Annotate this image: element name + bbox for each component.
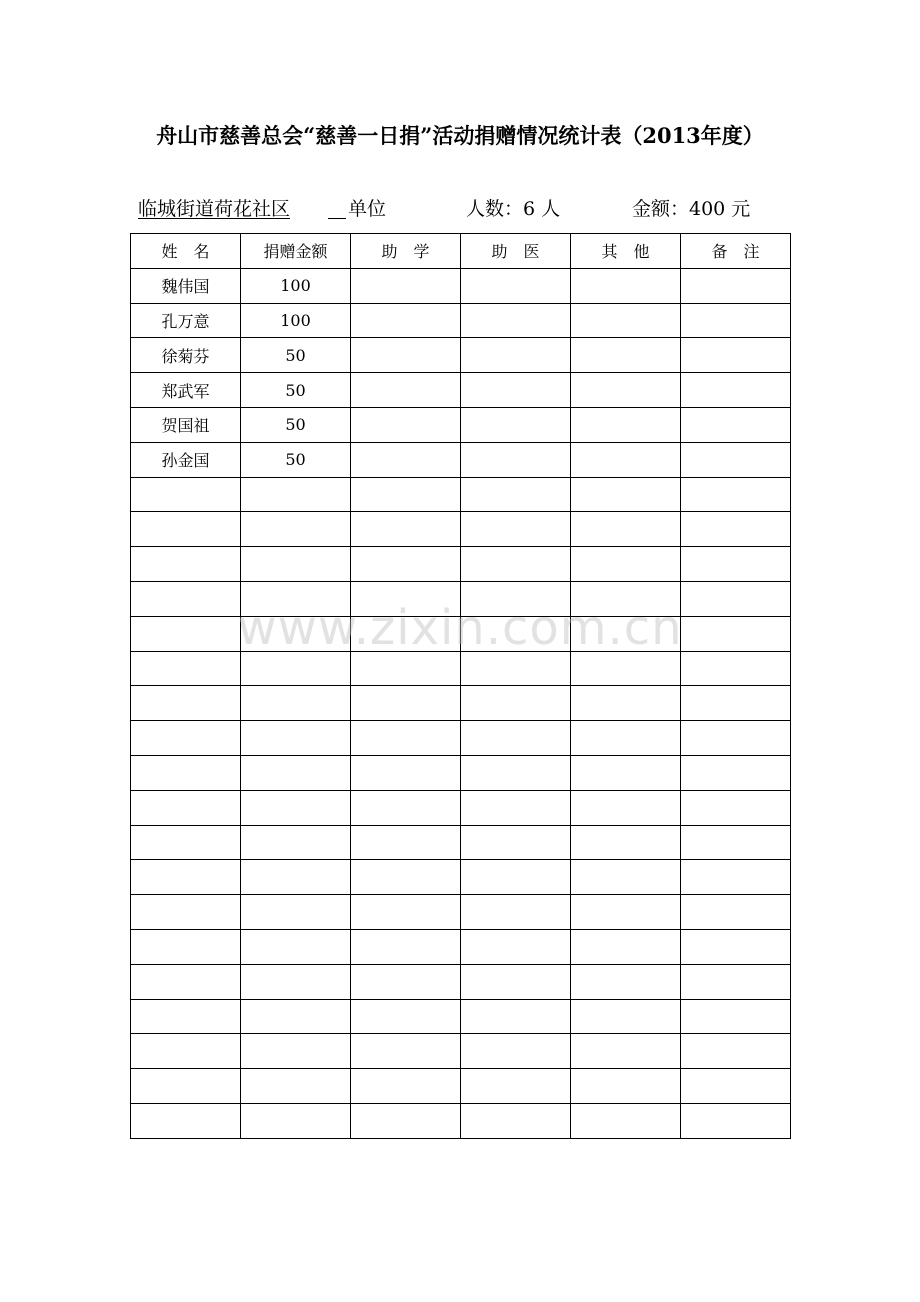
cell-medical [461, 1103, 571, 1138]
table-row-empty [131, 547, 791, 582]
cell-amount: 50 [241, 373, 351, 408]
cell-name [131, 1103, 241, 1138]
cell-amount [241, 895, 351, 930]
cell-education [351, 547, 461, 582]
cell-other [571, 373, 681, 408]
cell-education [351, 755, 461, 790]
table-row-empty [131, 895, 791, 930]
header-other: 其 他 [571, 234, 681, 269]
cell-medical [461, 964, 571, 999]
cell-education [351, 651, 461, 686]
cell-amount [241, 512, 351, 547]
cell-name [131, 929, 241, 964]
cell-education [351, 929, 461, 964]
cell-medical [461, 512, 571, 547]
cell-remarks [681, 686, 791, 721]
cell-other [571, 616, 681, 651]
cell-remarks [681, 755, 791, 790]
cell-medical [461, 303, 571, 338]
cell-amount: 50 [241, 338, 351, 373]
cell-name [131, 964, 241, 999]
cell-amount [241, 616, 351, 651]
cell-medical [461, 929, 571, 964]
cell-name [131, 825, 241, 860]
header-amount: 捐赠金额 [241, 234, 351, 269]
cell-amount [241, 721, 351, 756]
cell-education [351, 338, 461, 373]
cell-name [131, 1069, 241, 1104]
table-row-empty [131, 964, 791, 999]
cell-amount: 50 [241, 442, 351, 477]
cell-amount: 100 [241, 303, 351, 338]
cell-name: 孙金国 [131, 442, 241, 477]
cell-amount: 50 [241, 407, 351, 442]
header-medical: 助 医 [461, 234, 571, 269]
cell-medical [461, 825, 571, 860]
cell-remarks [681, 651, 791, 686]
table-row-empty [131, 1034, 791, 1069]
cell-amount [241, 477, 351, 512]
table-row-empty [131, 929, 791, 964]
cell-other [571, 999, 681, 1034]
header-education: 助 学 [351, 234, 461, 269]
donation-table [130, 233, 791, 1139]
cell-medical [461, 790, 571, 825]
cell-name [131, 721, 241, 756]
cell-education [351, 616, 461, 651]
cell-education [351, 268, 461, 303]
cell-education [351, 790, 461, 825]
cell-medical [461, 373, 571, 408]
cell-name [131, 477, 241, 512]
cell-other [571, 929, 681, 964]
header-name: 姓 名 [131, 234, 241, 269]
cell-remarks [681, 547, 791, 582]
table-row-empty [131, 477, 791, 512]
cell-education [351, 964, 461, 999]
cell-education [351, 512, 461, 547]
cell-other [571, 581, 681, 616]
cell-remarks [681, 964, 791, 999]
cell-other [571, 686, 681, 721]
cell-other [571, 964, 681, 999]
cell-name [131, 895, 241, 930]
cell-remarks [681, 581, 791, 616]
cell-amount [241, 547, 351, 582]
cell-name: 魏伟国 [131, 268, 241, 303]
cell-name [131, 999, 241, 1034]
cell-other [571, 860, 681, 895]
document-title: 舟山市慈善总会“慈善一日捐”活动捐赠情况统计表（2013年度） [156, 123, 764, 148]
cell-remarks [681, 721, 791, 756]
cell-name [131, 790, 241, 825]
cell-amount [241, 964, 351, 999]
cell-other [571, 721, 681, 756]
cell-education [351, 442, 461, 477]
cell-amount [241, 1069, 351, 1104]
cell-other [571, 1103, 681, 1138]
cell-other [571, 512, 681, 547]
cell-remarks [681, 825, 791, 860]
cell-amount [241, 929, 351, 964]
cell-remarks [681, 407, 791, 442]
cell-education [351, 1103, 461, 1138]
cell-name [131, 616, 241, 651]
cell-other [571, 338, 681, 373]
table-row-empty [131, 860, 791, 895]
cell-medical [461, 1034, 571, 1069]
cell-amount [241, 825, 351, 860]
cell-education [351, 407, 461, 442]
cell-remarks [681, 1034, 791, 1069]
cell-education [351, 895, 461, 930]
cell-name [131, 860, 241, 895]
table-row-empty [131, 1069, 791, 1104]
table-row-empty [131, 721, 791, 756]
table-row-empty [131, 825, 791, 860]
people-count: 人数：6 人 [466, 198, 561, 220]
table-row [131, 373, 791, 408]
cell-other [571, 268, 681, 303]
unit-name: 临城街道荷花社区 [138, 198, 291, 220]
cell-medical [461, 1069, 571, 1104]
cell-medical [461, 721, 571, 756]
cell-medical [461, 651, 571, 686]
cell-amount [241, 790, 351, 825]
table-row-empty [131, 686, 791, 721]
cell-other [571, 825, 681, 860]
cell-medical [461, 755, 571, 790]
cell-amount [241, 860, 351, 895]
cell-education [351, 860, 461, 895]
cell-amount [241, 999, 351, 1034]
cell-other [571, 1034, 681, 1069]
cell-remarks [681, 616, 791, 651]
cell-amount [241, 1103, 351, 1138]
table-row [131, 407, 791, 442]
cell-remarks [681, 1069, 791, 1104]
table-row-empty [131, 1103, 791, 1138]
cell-education [351, 373, 461, 408]
cell-amount [241, 755, 351, 790]
cell-other [571, 790, 681, 825]
cell-amount [241, 686, 351, 721]
cell-other [571, 407, 681, 442]
table-row [131, 268, 791, 303]
cell-name: 徐菊芬 [131, 338, 241, 373]
cell-remarks [681, 512, 791, 547]
cell-education [351, 721, 461, 756]
header-remarks: 备 注 [681, 234, 791, 269]
cell-medical [461, 999, 571, 1034]
cell-medical [461, 860, 571, 895]
cell-name [131, 547, 241, 582]
table-row-empty [131, 790, 791, 825]
cell-remarks [681, 442, 791, 477]
table-row-empty [131, 512, 791, 547]
table-row-empty [131, 999, 791, 1034]
cell-remarks [681, 1103, 791, 1138]
cell-medical [461, 547, 571, 582]
table-row-empty [131, 651, 791, 686]
cell-name: 孔万意 [131, 303, 241, 338]
cell-remarks [681, 929, 791, 964]
cell-medical [461, 338, 571, 373]
table-row-empty [131, 581, 791, 616]
cell-other [571, 547, 681, 582]
cell-amount: 100 [241, 268, 351, 303]
cell-other [571, 442, 681, 477]
cell-education [351, 999, 461, 1034]
cell-education [351, 825, 461, 860]
cell-medical [461, 581, 571, 616]
cell-medical [461, 407, 571, 442]
cell-other [571, 651, 681, 686]
cell-medical [461, 268, 571, 303]
cell-remarks [681, 338, 791, 373]
cell-name [131, 512, 241, 547]
table-row-empty [131, 616, 791, 651]
cell-amount [241, 651, 351, 686]
cell-name [131, 755, 241, 790]
cell-remarks [681, 895, 791, 930]
cell-medical [461, 477, 571, 512]
cell-education [351, 477, 461, 512]
unit-label: 单位 [348, 198, 387, 220]
cell-education [351, 1034, 461, 1069]
cell-name [131, 581, 241, 616]
table-row [131, 303, 791, 338]
cell-medical [461, 895, 571, 930]
cell-remarks [681, 303, 791, 338]
cell-remarks [681, 790, 791, 825]
cell-education [351, 1069, 461, 1104]
cell-education [351, 303, 461, 338]
cell-other [571, 303, 681, 338]
cell-name [131, 1034, 241, 1069]
cell-remarks [681, 373, 791, 408]
cell-remarks [681, 268, 791, 303]
cell-education [351, 686, 461, 721]
info-line [138, 194, 798, 224]
unit-underline [328, 218, 346, 219]
table-body [131, 268, 791, 1138]
table-row [131, 442, 791, 477]
watermark: www.zixin.com.cn [237, 600, 683, 656]
cell-amount [241, 1034, 351, 1069]
cell-remarks [681, 999, 791, 1034]
cell-name: 郑武军 [131, 373, 241, 408]
cell-remarks [681, 860, 791, 895]
cell-medical [461, 616, 571, 651]
table-row-empty [131, 755, 791, 790]
cell-medical [461, 442, 571, 477]
cell-name [131, 651, 241, 686]
table-header-row [131, 234, 791, 269]
cell-other [571, 895, 681, 930]
table-row [131, 338, 791, 373]
cell-amount [241, 581, 351, 616]
cell-education [351, 581, 461, 616]
cell-other [571, 755, 681, 790]
cell-other [571, 1069, 681, 1104]
cell-medical [461, 686, 571, 721]
cell-name: 贺国祖 [131, 407, 241, 442]
cell-remarks [681, 477, 791, 512]
cell-name [131, 686, 241, 721]
total-amount: 金额：400 元 [632, 198, 751, 220]
cell-other [571, 477, 681, 512]
